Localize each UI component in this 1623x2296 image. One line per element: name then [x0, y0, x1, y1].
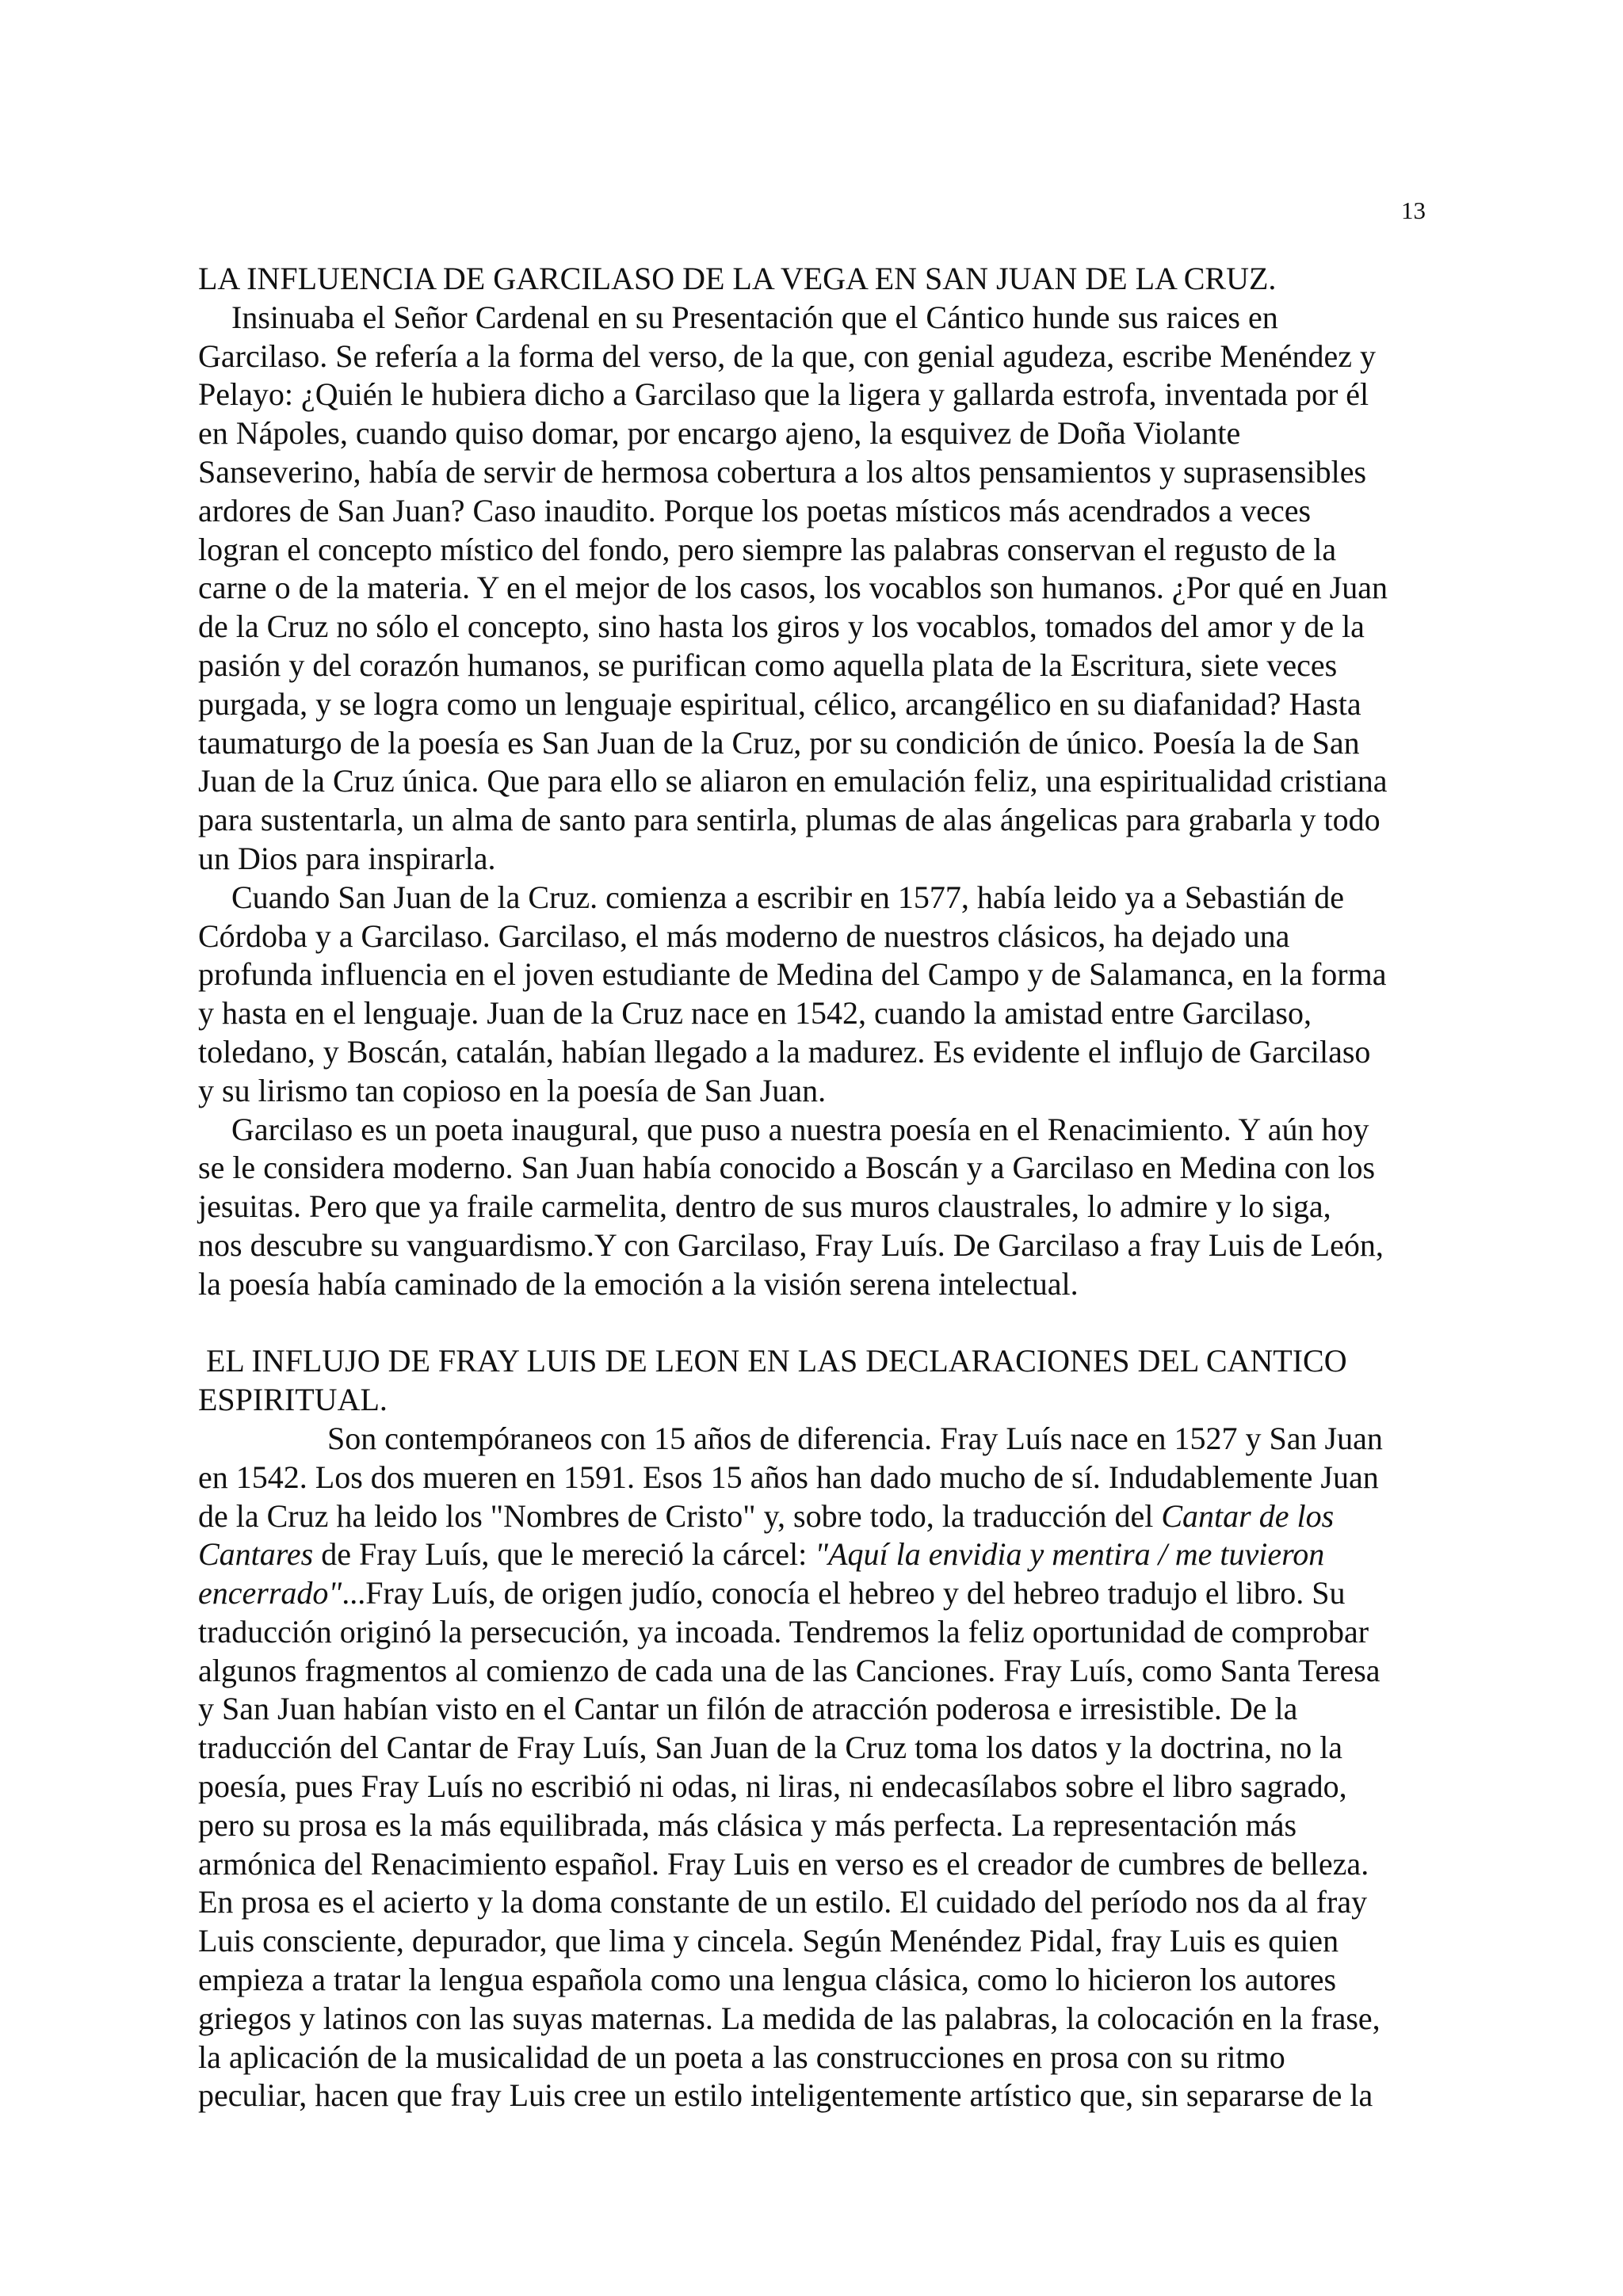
text-run: de Fray Luís, que le mereció la cárcel:	[313, 1536, 815, 1573]
paragraph-line: un Dios para inspirarla.	[198, 840, 496, 876]
paragraph-line	[198, 1535, 1434, 1574]
text-run: ...Fray Luís, de origen judío, conocía el hebreo y del hebreo tradujo el libro. Su	[342, 1575, 1346, 1611]
paragraph-line: Garcilaso. Se refería a la forma del verso, de la que, con genial agudeza, escribe Menéndez y	[198, 338, 1376, 374]
paragraph-line: taumaturgo de la poesía es San Juan de la Cruz, por su condición de único. Poesía la de San	[198, 724, 1360, 761]
paragraph-line	[198, 1497, 1434, 1536]
paragraph-line: la poesía había caminado de la emoción a la visión serena intelectual.	[198, 1265, 1079, 1302]
paragraph-line: griegos y latinos con las suyas maternas. La medida de las palabras, la colocación en la frase,	[198, 2000, 1381, 2036]
paragraph-line: y su lirismo tan copioso en la poesía de San Juan.	[198, 1072, 827, 1108]
paragraph-line: empieza a tratar la lengua española como una lengua clásica, como lo hicieron los autores	[198, 1962, 1337, 1998]
paragraph-line: traducción originó la persecución, ya incoada. Tendremos la feliz oportunidad de comprobar	[198, 1613, 1369, 1650]
paragraph-line: Luis consciente, depurador, que lima y cincela. Según Menéndez Pidal, fray Luis es quien	[198, 1923, 1339, 1959]
section-heading-fray-luis: EL INFLUJO DE FRAY LUIS DE LEON EN LAS DECLARACIONES DEL CANTICO	[206, 1343, 1347, 1379]
paragraph-line: Sanseverino, había de servir de hermosa cobertura a los altos pensamientos y suprasensibles	[198, 453, 1367, 490]
paragraph-line: toledano, y Boscán, catalán, habían llegado a la madurez. Es evidente el influjo de Garcilaso	[198, 1033, 1371, 1070]
paragraph-line: logran el concepto místico del fondo, pero siempre las palabras conservan el regusto de la	[198, 531, 1337, 567]
paragraph-line: Cuando San Juan de la Cruz. comienza a escribir en 1577, había leido ya a Sebastián de	[231, 879, 1344, 915]
document-body	[198, 260, 1434, 2115]
italic-quote: encerrado"	[198, 1575, 342, 1611]
paragraph-line: Garcilaso es un poeta inaugural, que puso a nuestra poesía en el Renacimiento. Y aún hoy	[231, 1111, 1369, 1147]
paragraph-line: para sustentarla, un alma de santo para sentirla, plumas de alas ángelicas para grabarla y todo	[198, 802, 1381, 838]
italic-title: Cantar de los	[1161, 1497, 1335, 1534]
paragraph-line: Juan de la Cruz única. Que para ello se aliaron en emulación feliz, una espiritualidad cristiana	[198, 763, 1388, 799]
paragraph-line: Córdoba y a Garcilaso. Garcilaso, el más moderno de nuestros clásicos, ha dejado una	[198, 917, 1290, 954]
paragraph-line: Pelayo: ¿Quién le hubiera dicho a Garcilaso que la ligera y gallarda estrofa, inventada por él	[198, 376, 1369, 413]
paragraph-line: jesuitas. Pero que ya fraile carmelita, dentro de sus muros claustrales, lo admire y lo siga,	[198, 1188, 1331, 1225]
paragraph-line: En prosa es el acierto y la doma constante de un estilo. El cuidado del período nos da al fray	[198, 1884, 1368, 1920]
paragraph-line: Insinuaba el Señor Cardenal en su Presentación que el Cántico hunde sus raices en	[231, 299, 1278, 335]
paragraph-line: nos descubre su vanguardismo.Y con Garcilaso, Fray Luís. De Garcilaso a fray Luis de León,	[198, 1226, 1384, 1263]
paragraph-line: y hasta en el lenguaje. Juan de la Cruz nace en 1542, cuando la amistad entre Garcilaso,	[198, 995, 1312, 1032]
paragraph-line: poesía, pues Fray Luís no escribió ni odas, ni liras, ni endecasílabos sobre el libro sagrado,	[198, 1768, 1347, 1805]
paragraph-line: ardores de San Juan? Caso inaudito. Porque los poetas místicos más acendrados a veces	[198, 492, 1312, 528]
section-heading-fray-luis-cont: ESPIRITUAL.	[198, 1382, 388, 1418]
paragraph-line: armónica del Renacimiento español. Fray Luis en verso es el creador de cumbres de belleza.	[198, 1845, 1369, 1882]
paragraph-line: Son contempóraneos con 15 años de diferencia. Fray Luís nace en 1527 y San Juan	[327, 1420, 1383, 1456]
paragraph-line: pasión y del corazón humanos, se purifican como aquella plata de la Escritura, siete veces	[198, 646, 1338, 683]
paragraph-line: purgada, y se logra como un lenguaje espiritual, célico, arcangélico en su diafanidad? Hasta	[198, 685, 1361, 722]
paragraph-line: en 1542. Los dos mueren en 1591. Esos 15 años han dado mucho de sí. Indudablemente Juan	[198, 1459, 1379, 1495]
paragraph-line: se le considera moderno. San Juan había conocido a Boscán y a Garcilaso en Medina con los	[198, 1150, 1376, 1186]
paragraph-line: y San Juan habían visto en el Cantar un filón de atracción poderosa e irresistible. De la	[198, 1691, 1298, 1727]
paragraph-line: de la Cruz no sólo el concepto, sino hasta los giros y los vocablos, tomados del amor y de la	[198, 608, 1365, 645]
paragraph-line: en Nápoles, cuando quiso domar, por encargo ajeno, la esquivez de Doña Violante	[198, 415, 1241, 452]
paragraph-line: algunos fragmentos al comienzo de cada una de las Canciones. Fray Luís, como Santa Teresa	[198, 1652, 1381, 1688]
paragraph-line: la aplicación de la musicalidad de un poeta a las construcciones en prosa con su ritmo	[198, 2039, 1285, 2075]
section-spacer	[198, 1304, 1434, 1343]
paragraph-line: carne o de la materia. Y en el mejor de los casos, los vocablos son humanos. ¿Por qué en Juan	[198, 570, 1388, 606]
paragraph-line: traducción del Cantar de Fray Luís, San Juan de la Cruz toma los datos y la doctrina, no la	[198, 1730, 1343, 1766]
italic-quote: "Aquí la envidia y mentira / me tuvieron	[815, 1536, 1325, 1573]
section-heading-garcilaso: LA INFLUENCIA DE GARCILASO DE LA VEGA EN SAN JUAN DE LA CRUZ.	[198, 261, 1277, 296]
paragraph-line: pero su prosa es la más equilibrada, más clásica y más perfecta. La representación más	[198, 1806, 1297, 1843]
paragraph-line: peculiar, hacen que fray Luis cree un estilo inteligentemente artístico que, sin separarse de la	[198, 2077, 1373, 2114]
paragraph-line	[198, 1574, 1434, 1613]
italic-title: Cantares	[198, 1536, 314, 1573]
paragraph-line: profunda influencia en el joven estudiante de Medina del Campo y de Salamanca, en la forma	[198, 956, 1387, 993]
text-run: de la Cruz ha leido los "Nombres de Cristo" y, sobre todo, la traducción del	[198, 1497, 1162, 1534]
page-number: 13	[1401, 196, 1426, 224]
